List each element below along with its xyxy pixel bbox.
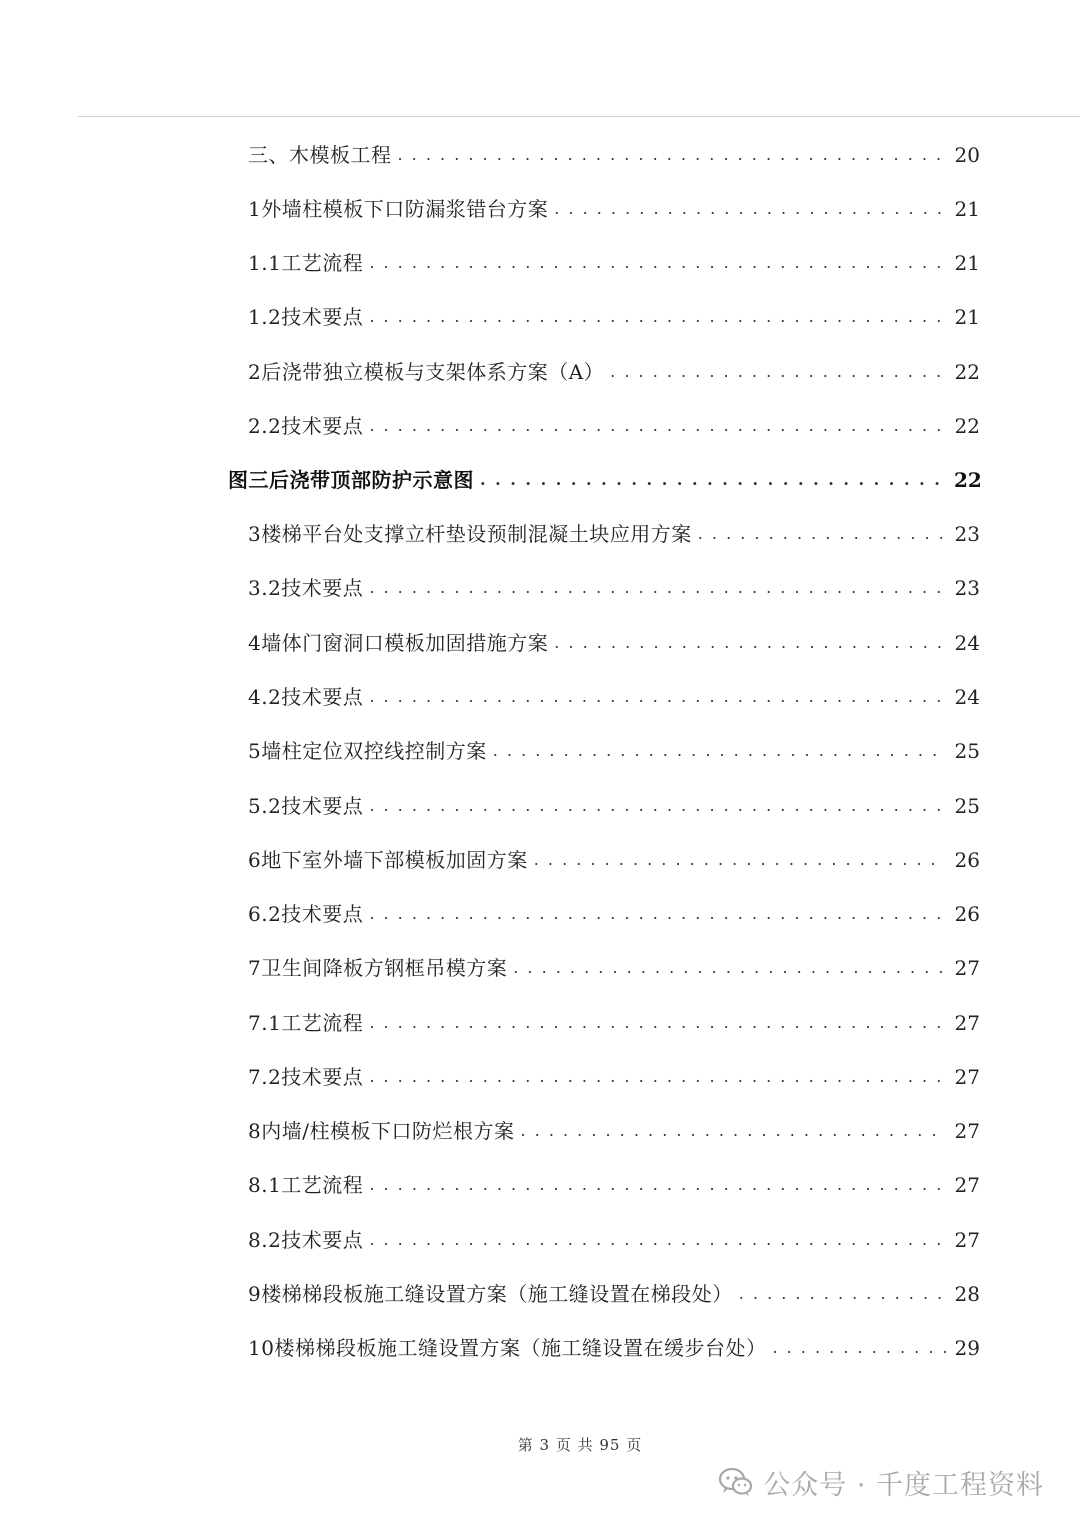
toc-entry[interactable] xyxy=(248,137,980,169)
toc-entry-page: 27 xyxy=(954,1065,980,1089)
toc-dot-leader xyxy=(554,632,946,654)
toc-dot-leader xyxy=(369,1012,946,1034)
toc-entry[interactable] xyxy=(248,1059,980,1091)
toc-entry-title: 4.2技术要点 xyxy=(248,685,364,709)
toc-entry-page: 27 xyxy=(954,1119,980,1143)
toc-entry-page: 27 xyxy=(954,1228,980,1252)
toc-entry[interactable] xyxy=(248,896,980,928)
toc-entry-title: 5墙柱定位双控线控制方案 xyxy=(248,739,487,763)
toc-dot-leader xyxy=(534,849,946,871)
toc-dot-leader xyxy=(369,415,946,437)
toc-dot-leader xyxy=(369,577,946,599)
toc-entry-page: 21 xyxy=(954,305,980,329)
toc-entry[interactable] xyxy=(248,733,980,765)
toc-entry-title: 6地下室外墙下部模板加固方案 xyxy=(248,848,528,872)
toc-entry-page: 21 xyxy=(954,251,980,275)
toc-entry[interactable] xyxy=(248,1113,980,1145)
toc-entry-page: 24 xyxy=(954,631,980,655)
toc-entry-page: 22 xyxy=(954,414,980,438)
toc-entry-title: 2.2技术要点 xyxy=(248,414,364,438)
toc-entry[interactable] xyxy=(248,625,980,657)
toc-entry-title: 三、木模板工程 xyxy=(248,143,392,167)
toc-entry[interactable] xyxy=(248,1330,980,1362)
toc-dot-leader xyxy=(520,1120,946,1142)
toc-entry-page: 28 xyxy=(954,1282,980,1306)
toc-dot-leader xyxy=(369,903,946,925)
toc-entry-page: 25 xyxy=(954,794,980,818)
toc-entry-title: 3楼梯平台处支撑立杆垫设预制混凝土块应用方案 xyxy=(248,522,692,546)
toc-entry[interactable] xyxy=(248,950,980,982)
toc-entry-page: 20 xyxy=(954,143,980,167)
toc-entry[interactable] xyxy=(248,1222,980,1254)
toc-dot-leader xyxy=(739,1283,946,1305)
toc-entry-title: 10楼梯梯段板施工缝设置方案（施工缝设置在缓步台处） xyxy=(248,1336,767,1360)
toc-entry[interactable] xyxy=(248,788,980,820)
toc-dot-leader xyxy=(554,198,946,220)
toc-entry-title: 8.2技术要点 xyxy=(248,1228,364,1252)
toc-entry-page: 21 xyxy=(954,197,980,221)
toc-entry-title: 7.1工艺流程 xyxy=(248,1011,364,1035)
toc-entry-page: 26 xyxy=(954,848,980,872)
toc-entry-title: 9楼梯梯段板施工缝设置方案（施工缝设置在梯段处） xyxy=(248,1282,733,1306)
toc-dot-leader xyxy=(369,1174,946,1196)
toc-entry-title: 图三后浇带顶部防护示意图 xyxy=(228,468,474,492)
watermark-text: 公众号 · 千度工程资料 xyxy=(763,1469,1044,1501)
toc-dot-leader xyxy=(369,686,946,708)
toc-entry[interactable] xyxy=(248,1167,980,1199)
toc-entry-page: 23 xyxy=(954,576,980,600)
toc-entry-title: 1.1工艺流程 xyxy=(248,251,364,275)
toc-entry[interactable] xyxy=(248,191,980,223)
toc-entry-page: 27 xyxy=(954,956,980,980)
wechat-icon xyxy=(719,1467,753,1497)
toc-dot-leader xyxy=(493,740,946,762)
toc-entry[interactable] xyxy=(248,516,980,548)
toc-dot-leader xyxy=(369,1066,946,1088)
toc-entry[interactable] xyxy=(248,408,980,440)
header-divider xyxy=(78,116,1080,117)
toc-entry[interactable] xyxy=(248,1276,980,1308)
toc-entry-heading[interactable] xyxy=(228,462,980,494)
toc-entry-page: 22 xyxy=(954,360,980,384)
toc-entry-title: 6.2技术要点 xyxy=(248,902,364,926)
watermark xyxy=(719,1462,1044,1502)
toc-dot-leader xyxy=(610,361,946,383)
toc-entry-title: 2后浇带独立模板与支架体系方案（A） xyxy=(248,360,605,384)
toc-entry-page: 26 xyxy=(954,902,980,926)
toc-entry[interactable] xyxy=(248,354,980,386)
toc-entry-page: 23 xyxy=(954,522,980,546)
toc-dot-leader xyxy=(698,523,946,545)
toc-dot-leader xyxy=(480,469,946,491)
toc-entry-page: 27 xyxy=(954,1173,980,1197)
toc-entry-page: 25 xyxy=(954,739,980,763)
toc-entry-title: 1外墙柱模板下口防漏浆错台方案 xyxy=(248,197,549,221)
toc-entry-title: 4墙体门窗洞口模板加固措施方案 xyxy=(248,631,549,655)
toc-entry[interactable] xyxy=(248,245,980,277)
toc-entry[interactable] xyxy=(248,842,980,874)
toc-entry-title: 1.2技术要点 xyxy=(248,305,364,329)
toc-entry-title: 7卫生间降板方钢框吊模方案 xyxy=(248,956,508,980)
toc-entry-page: 22 xyxy=(954,468,982,492)
toc-entry-title: 8内墙/柱模板下口防烂根方案 xyxy=(248,1119,515,1143)
toc-dot-leader xyxy=(369,1229,946,1251)
toc-dot-leader xyxy=(772,1337,946,1359)
toc-entry-page: 27 xyxy=(954,1011,980,1035)
toc-dot-leader xyxy=(398,144,947,166)
toc-entry-page: 24 xyxy=(954,685,980,709)
toc-entry[interactable] xyxy=(248,299,980,331)
toc-entry-title: 5.2技术要点 xyxy=(248,794,364,818)
toc-entry-title: 7.2技术要点 xyxy=(248,1065,364,1089)
toc-entry-title: 8.1工艺流程 xyxy=(248,1173,364,1197)
toc-dot-leader xyxy=(369,795,946,817)
toc-entry[interactable] xyxy=(248,570,980,602)
page-number-footer: 第 3 页 共 95 页 xyxy=(517,1436,643,1454)
toc-dot-leader xyxy=(369,252,946,274)
toc-entry[interactable] xyxy=(248,679,980,711)
toc-entry-title: 3.2技术要点 xyxy=(248,576,364,600)
toc-entry-page: 29 xyxy=(954,1336,980,1360)
toc-dot-leader xyxy=(369,306,946,328)
toc-dot-leader xyxy=(513,957,946,979)
toc-entry[interactable] xyxy=(248,1005,980,1037)
